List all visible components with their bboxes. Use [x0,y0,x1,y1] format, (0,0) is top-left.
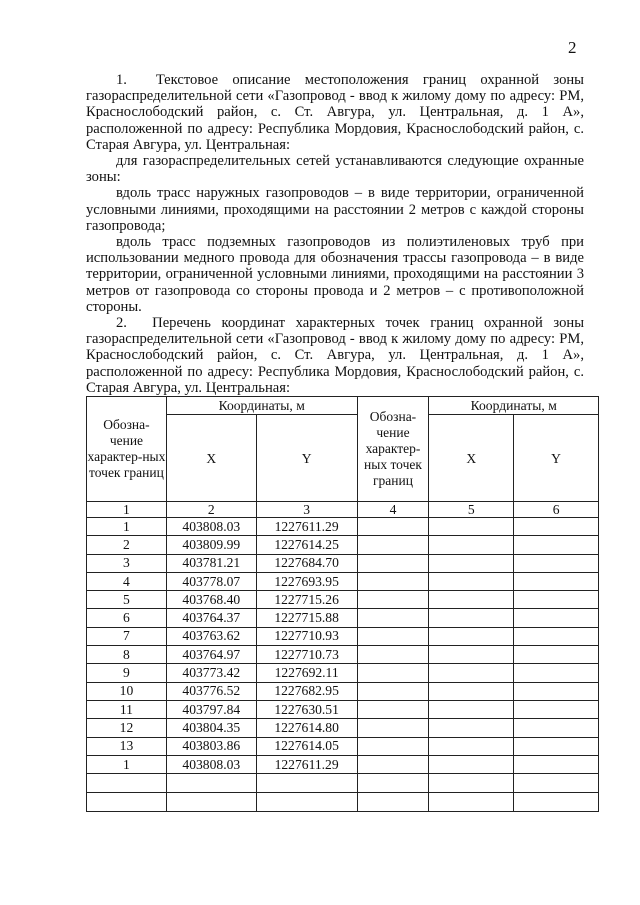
x-coordinate-cell: 403808.03 [166,518,256,536]
table-row [87,664,599,682]
y-coordinate-cell: 1227630.51 [256,700,357,718]
paragraph-underground-pipelines: вдоль трасс подземных газопроводов из полиэтиленовых труб при использовании медного провода для обозначения трассы газопровода – в виде территории, ограниченной условными линиями, проходящими на расстоянии 3 метров от газопровода со стороны провода и 2 метров – с противоположной стороны. [86,234,584,315]
empty-cell [357,700,429,718]
y-coordinate-cell: 1227710.73 [256,646,357,664]
point-number-cell: 8 [87,646,167,664]
point-number-cell: 13 [87,737,167,755]
empty-cell [429,554,514,572]
table-row [87,700,599,718]
empty-cell [514,755,599,773]
point-number-cell: 9 [87,664,167,682]
x-coordinate-cell: 403808.03 [166,755,256,773]
empty-cell [357,737,429,755]
empty-cell [514,627,599,645]
header-x-right: X [429,415,514,502]
y-coordinate-cell: 1227682.95 [256,682,357,700]
table-row [87,682,599,700]
x-coordinate-cell: 403781.21 [166,554,256,572]
table-row [87,627,599,645]
x-coordinate-cell: 403803.86 [166,737,256,755]
header-x-left: X [166,415,256,502]
header-coords-right: Координаты, м [429,397,599,415]
empty-cell [514,664,599,682]
y-coordinate-cell: 1227710.93 [256,627,357,645]
empty-cell [429,572,514,590]
empty-cell [514,646,599,664]
empty-cell [514,700,599,718]
point-number-cell: 3 [87,554,167,572]
y-coordinate-cell: 1227684.70 [256,554,357,572]
empty-cell [514,518,599,536]
point-number-cell: 11 [87,700,167,718]
empty-cell [357,536,429,554]
x-coordinate-cell: 403773.42 [166,664,256,682]
empty-cell [514,591,599,609]
empty-cell [429,627,514,645]
table-row [87,536,599,554]
point-number-cell: 4 [87,572,167,590]
empty-cell [429,774,514,793]
header-y-left: Y [256,415,357,502]
empty-cell [357,646,429,664]
empty-cell [514,554,599,572]
x-coordinate-cell: 403776.52 [166,682,256,700]
empty-cell [514,609,599,627]
y-coordinate-cell: 1227614.05 [256,737,357,755]
page-number: 2 [568,38,577,57]
empty-cell [87,793,167,812]
empty-cell [429,518,514,536]
empty-cell [429,737,514,755]
empty-cell [514,572,599,590]
empty-cell [357,627,429,645]
column-number-row [87,502,599,518]
paragraph-outdoor-pipelines: вдоль трасс наружных газопроводов – в виде территории, ограниченной условными линиями, проходящими на расстоянии 2 метров с каждой стороны газопровода; [86,185,584,234]
x-coordinate-cell: 403768.40 [166,591,256,609]
y-coordinate-cell: 1227693.95 [256,572,357,590]
document-text [86,72,584,396]
empty-cell [166,793,256,812]
empty-cell [429,591,514,609]
column-number: 6 [514,502,599,518]
header-designation-left: Обозна-чение характер-ных точек границ [87,397,167,502]
empty-cell [357,554,429,572]
empty-cell [357,755,429,773]
empty-cell [87,774,167,793]
y-coordinate-cell: 1227715.88 [256,609,357,627]
empty-cell [429,700,514,718]
empty-cell [514,737,599,755]
empty-cell [256,793,357,812]
empty-cell [357,591,429,609]
table-row [87,719,599,737]
header-y-right: Y [514,415,599,502]
paragraph-zones-intro: для газораспределительных сетей устанавливаются следующие охранные зоны: [86,153,584,186]
x-coordinate-cell: 403764.97 [166,646,256,664]
column-number: 2 [166,502,256,518]
empty-cell [429,646,514,664]
table-row [87,572,599,590]
empty-cell [429,755,514,773]
x-coordinate-cell: 403764.37 [166,609,256,627]
paragraph-section-1: 1. Текстовое описание местоположения границ охранной зоны газораспределительной сети «Газопровод - ввод к жилому дому по адресу: РМ, Краснослободский район, с. Ст. Авгура, ул. Центральная, д. 1 А», расположенной по адресу: Республика Мордовия, Краснослободский район, с. Старая Авгура, ул. Центральная: [86,72,584,153]
table-row [87,755,599,773]
empty-cell [514,536,599,554]
point-number-cell: 1 [87,518,167,536]
point-number-cell: 2 [87,536,167,554]
empty-cell [429,664,514,682]
empty-cell [429,793,514,812]
empty-cell [357,518,429,536]
y-coordinate-cell: 1227611.29 [256,755,357,773]
table-row [87,737,599,755]
table-body [87,518,599,812]
empty-cell [429,536,514,554]
empty-cell [514,793,599,812]
empty-cell [514,719,599,737]
column-number: 3 [256,502,357,518]
table-row [87,554,599,572]
empty-cell [357,793,429,812]
empty-cell [429,682,514,700]
empty-cell [357,774,429,793]
point-number-cell: 5 [87,591,167,609]
x-coordinate-cell: 403763.62 [166,627,256,645]
x-coordinate-cell: 403797.84 [166,700,256,718]
empty-cell [357,572,429,590]
empty-cell [357,682,429,700]
x-coordinate-cell: 403804.35 [166,719,256,737]
empty-cell [357,719,429,737]
point-number-cell: 7 [87,627,167,645]
empty-cell [256,774,357,793]
empty-cell [514,774,599,793]
y-coordinate-cell: 1227611.29 [256,518,357,536]
empty-row [87,774,599,793]
empty-cell [357,664,429,682]
x-coordinate-cell: 403778.07 [166,572,256,590]
point-number-cell: 10 [87,682,167,700]
column-number: 4 [357,502,429,518]
table-row [87,591,599,609]
column-number: 5 [429,502,514,518]
point-number-cell: 12 [87,719,167,737]
empty-cell [429,609,514,627]
y-coordinate-cell: 1227614.25 [256,536,357,554]
header-coords-left: Координаты, м [166,397,357,415]
table-header-row [87,397,599,415]
table-row [87,609,599,627]
empty-cell [166,774,256,793]
empty-row [87,793,599,812]
paragraph-section-2: 2. Перечень координат характерных точек границ охранной зоны газораспределительной сети «Газопровод - ввод к жилому дому по адресу: РМ, Краснослободский район, с. Ст. Авгура, ул. Центральная, д. 1 А», расположенной по адресу: Республика Мордовия, Краснослободский район, с. Старая Авгура, ул. Центральная: [86,315,584,396]
y-coordinate-cell: 1227692.11 [256,664,357,682]
point-number-cell: 6 [87,609,167,627]
point-number-cell: 1 [87,755,167,773]
empty-cell [514,682,599,700]
x-coordinate-cell: 403809.99 [166,536,256,554]
empty-cell [429,719,514,737]
column-number: 1 [87,502,167,518]
table-row [87,518,599,536]
y-coordinate-cell: 1227715.26 [256,591,357,609]
header-designation-right: Обозна-чение характер-ных точек границ [357,397,429,502]
table-row [87,646,599,664]
y-coordinate-cell: 1227614.80 [256,719,357,737]
empty-cell [357,609,429,627]
coordinates-table [86,396,599,812]
